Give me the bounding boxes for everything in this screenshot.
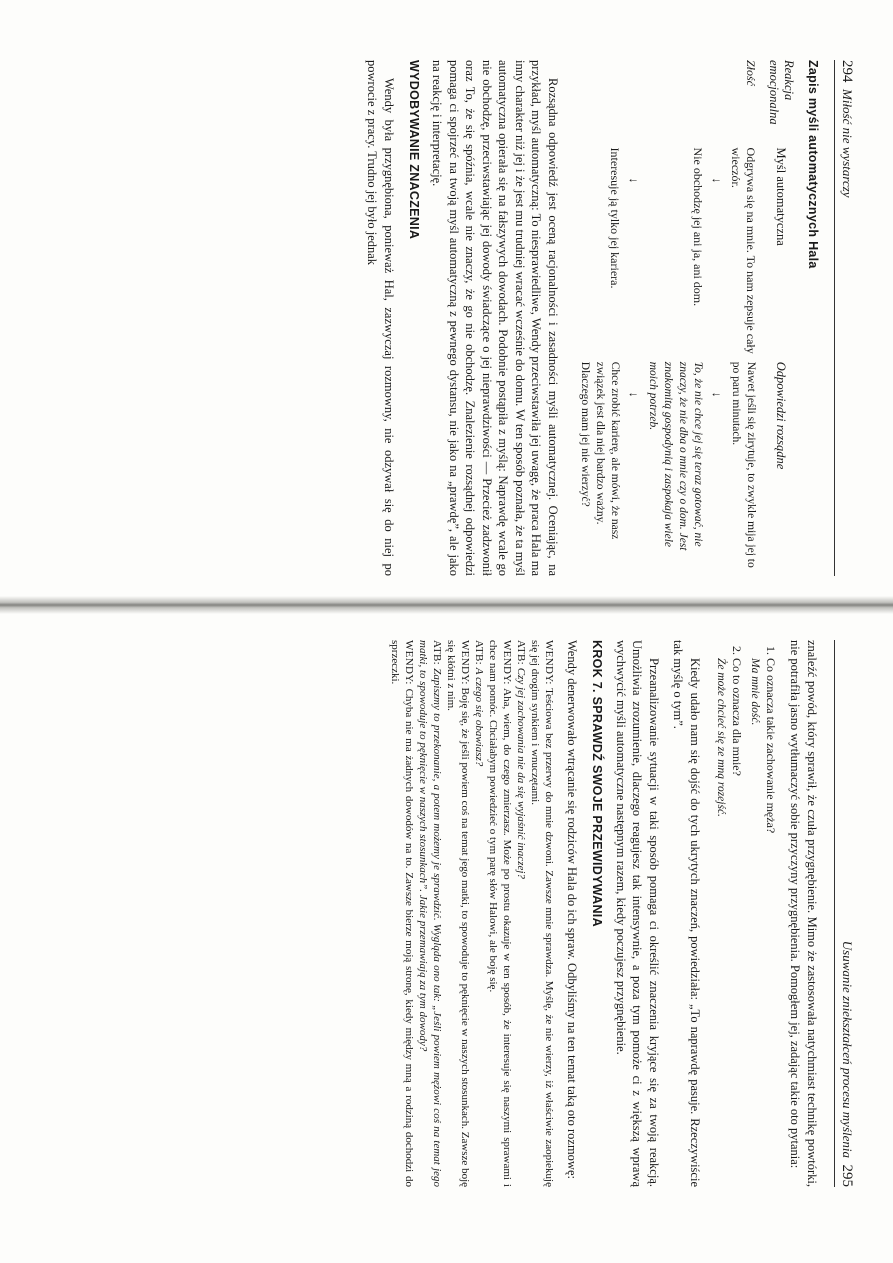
body-paragraph: Rozsądna odpowiedź jest oceną racjonalności i zasadności myśli automatycznej. Oceniając, na przykład, myśl automatyczną: To niesprawiedliwe, Wendy przeciwstawiła jej uwagę, że praca Hala ma inny charakter niż jej i że jest mu trudniej wracać wcześnie do domu. W ten sposób poznała, że ta myśl automatyczna opierała się na fałszywych dowodach. Podobnie postąpiła z myślą: Naprawdę wcale go nie obchodzę, przeciwstawiając jej dowody świadczące o jej nieprawdziwości — Przecież zadzwonił oraz To, że się spóźnia, wcale nie znaczy, że go nie obchodzę. Znalezienie rozsądnej odpowiedzi pomaga ci spojrzeć na twoją myśl automatyczną z pewnego dystansu, nie jako na „prawdę”, ale jako na reakcję i interpretację. <box>430 60 560 576</box>
column-header-emotion: Reakcja emocjonalna <box>767 60 796 125</box>
answer-text: Że może chcieć się ze mną rozejść. <box>715 658 727 817</box>
question-list <box>713 640 779 1187</box>
dialog-text: Boję się, że jeśli powiem coś na temat jego matki, to spowoduje to pęknięcie w naszych stosunkach. Zawsze boję się kłótni z nim. <box>445 640 471 1188</box>
automatic-thought-2: Nie obchodzę jej ani ja, ani dom. <box>691 147 705 307</box>
dialog-text: Czy jej zachowania nie da się wyjaśnić inaczej? <box>515 667 527 879</box>
arrow-icon: ↓ <box>627 391 641 398</box>
list-item <box>747 658 779 1187</box>
body-paragraph: znaleźć powód, który sprawił, że czuła przygnębienie. Mimo że zastosowała natychmiast technikę powtórki, nie potrafiła jasno wytłumaczyć sobie przyczyny przygnębienia. Pomogłem jej, zadając takie oto pytania: <box>788 640 819 1187</box>
automatic-thought-1: Odgrywa się na mnie. To nam zepsuje cały wieczór. <box>729 147 758 354</box>
dialog-text: Chyba nie ma żadnych dowodów na to. Zawsze bierze moją stronę, kiedy między mną a rodziną dochodzi do sprzeczki. <box>389 640 415 1187</box>
page-number-right: 295 <box>839 1164 855 1187</box>
body-paragraph: Przeanalizowanie sytuacji w taki sposób pomaga ci określić znaczenia kryjące się za twoją reakcją. Umożliwia zrozumienie, dlaczego reagujesz tak intensywnie, a poza tym pomoże ci z większą wprawą wychwycić myśli automatyczne następnym razem, kiedy poczujesz przygnębienie. <box>614 640 661 1187</box>
dialog-line <box>528 640 556 1187</box>
page-number-left: 294 <box>839 60 855 83</box>
running-header-right <box>834 640 855 1187</box>
thought-record-table <box>573 60 796 576</box>
question-text: Co to oznacza dla mnie? <box>730 658 744 776</box>
speaker-label: ATB: <box>515 640 527 666</box>
dialog <box>388 640 556 1187</box>
speaker-label: WENDY: <box>459 640 471 685</box>
dialog-line <box>416 640 444 1187</box>
answer-text: Ma mnie dość. <box>749 658 761 726</box>
running-title-left: Miłość nie wystarczy <box>840 89 855 198</box>
column-header-automatic: Myśl automatyczna <box>774 147 789 246</box>
arrow-icon: ↓ <box>710 177 724 184</box>
arrow-icon: ↓ <box>627 177 641 184</box>
dialog-line <box>486 640 514 1187</box>
speaker-label: ATB: <box>473 640 485 666</box>
body-paragraph: Wendy była przygnębiona, ponieważ Hal, zazwyczaj rozmowny, nie odzywał się do niej po powrocie z pracy. Trudno jej było jednak <box>365 60 396 576</box>
automatic-thought-3: Interesuje ją tylko jej kariera. <box>608 147 622 289</box>
body-paragraph: Kiedy udało nam się dojść do tych ukrytych znaczeń, powiedziała: „To naprawdę pasuje. Rzeczywiście tak myślę o tym”. <box>671 640 702 1187</box>
rational-response-2: To, że nie chce jej się teraz gotować, nie znaczy, że nie dba o mnie czy o dom. Jest znakomitą gospodynią i zaspokaja wiele moich potrzeb. <box>647 361 704 551</box>
speaker-label: WENDY: <box>403 640 415 685</box>
emotion-cell: Złość <box>744 60 758 87</box>
dialog-text: Aha, wiem, do czego zmierzasz. Może po prostu okazuje w ten sposób, że interesuje się naszymi sprawami i chce nam pomóc. Chciałabym powiedzieć o tym parę słów Halowi, ale boję się. <box>487 640 513 1187</box>
list-item <box>713 658 745 1187</box>
running-header-left <box>834 60 855 576</box>
arrow-icon: ↓ <box>710 391 724 398</box>
left-page <box>0 0 893 600</box>
speaker-label: ATB: <box>431 640 443 666</box>
dialog-line <box>514 640 528 1187</box>
running-title-right: Usuwanie zniekształceń procesu myślenia <box>840 940 855 1158</box>
dialog-line <box>444 640 472 1187</box>
column-header-rational: Odpowiedzi rozsądne <box>774 361 789 470</box>
speaker-label: WENDY: <box>543 640 555 685</box>
rational-response-3: Chce zrobić karierę, ale mówi, że nasz związek jest dla niej bardzo ważny. Dlaczego mam jej nie wierzyć? <box>579 361 621 540</box>
dialog-text: Zapiszmy to przekonanie, a potem możemy je sprawdzić. Wygląda ono tak: „Jeśli powiem mężowi coś na temat jego matki, to spowoduje to pęknięcie w naszych stosunkach”. Jakie przemawiają za tym dowody? <box>417 640 443 1188</box>
dialog-text: A czego się obawiasz? <box>473 667 485 767</box>
dialog-line <box>388 640 416 1187</box>
body-paragraph: Wendy denerwowało wtrącanie się rodziców Hala do ich spraw. Odbyliśmy na ten temat taką oto rozmowę: <box>565 640 580 1179</box>
question-text: Co oznacza takie zachowanie męża? <box>764 658 778 834</box>
section-heading: KROK 7. SPRAWDŹ SWOJE PRZEWIDYWANIA <box>590 640 605 927</box>
thought-record-title: Zapis myśli automatycznych Hala <box>806 60 820 269</box>
rational-response-1: Nawet jeśli się zirytuje, to zwykle mija jej to po paru minutach. <box>730 361 757 568</box>
section-heading: WYDOBYWANIE ZNACZENIA <box>407 60 421 240</box>
dialog-text: Teściowa bez przerwy do mnie dzwoni. Zawsze mnie sprawdza. Myślę, że nie wierzy, iż właściwie zaopiekuję się jej drogim synkiem i wnuczętami. <box>529 640 555 1187</box>
speaker-label: WENDY: <box>501 640 513 685</box>
right-page <box>0 610 893 1263</box>
dialog-line <box>472 640 486 1187</box>
